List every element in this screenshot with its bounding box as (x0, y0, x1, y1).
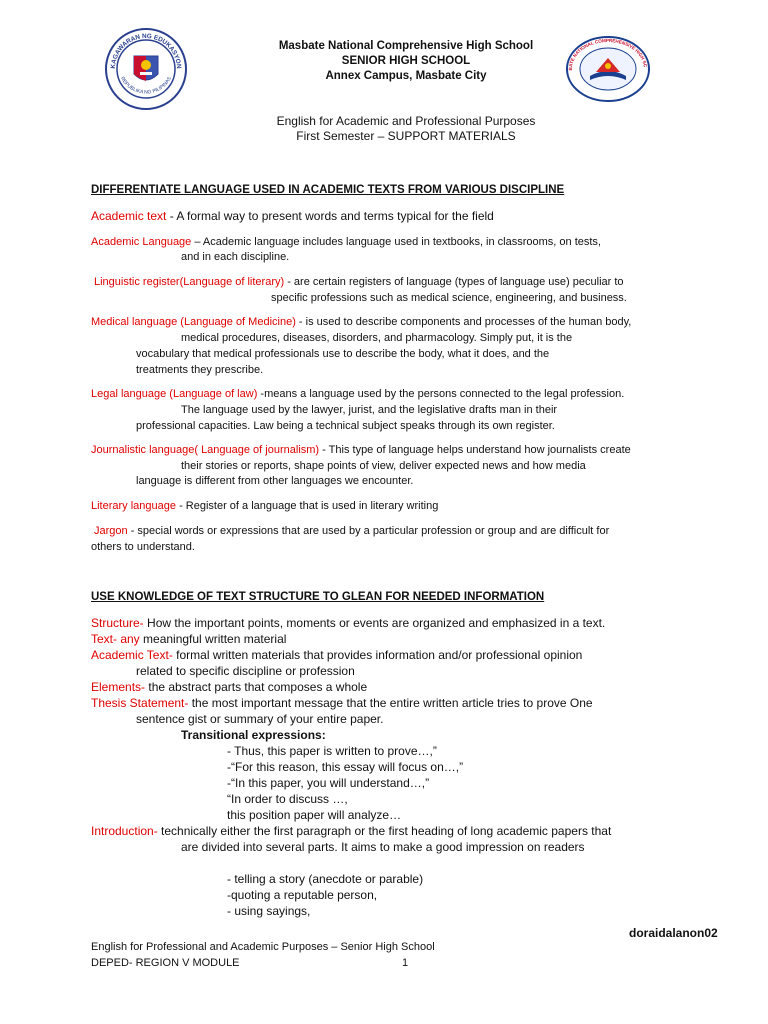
semester-label: First Semester – SUPPORT MATERIALS (296, 129, 516, 143)
term-definition: - is used to describe components and processes of the human body, (295, 316, 632, 328)
definition-line: are divided into several parts. It aims to make a good impression on readers (181, 840, 585, 854)
term-definition: - Register of a language that is used in literary writing (176, 500, 439, 512)
def-literary-language (91, 500, 438, 512)
author-tag: doraidalanon02 (629, 926, 718, 940)
term-definition: -means a language used by the persons connected to the legal profession. (257, 388, 625, 400)
term-label: Journalistic language( Language of journalism) (91, 444, 320, 456)
def-thesis (91, 696, 593, 710)
def-text (91, 632, 286, 646)
course-title: English for Academic and Professional Purposes (276, 114, 536, 128)
svg-text:MASBATE NATIONAL COMPREHENSIVE: BATE NATIONAL COMPREHENSIVE HIGH SC (567, 37, 648, 71)
school-level: SENIOR HIGH SCHOOL (341, 55, 471, 67)
transitional-item: - Thus, this paper is written to prove…,” (227, 744, 437, 758)
term-label: Academic text (91, 209, 167, 223)
term-definition: - This type of language helps understand how journalists create (319, 444, 631, 456)
definition-line: sentence gist or summary of your entire paper. (136, 712, 384, 726)
def-introduction (91, 824, 611, 838)
term-definition: the most important message that the entire written article tries to prove One (188, 696, 593, 710)
technique-item: - telling a story (anecdote or parable) (227, 872, 424, 886)
transitional-heading: Transitional expressions: (181, 728, 326, 742)
term-definition: - are certain registers of language (types of language use) peculiar to (284, 276, 624, 288)
term-label: Jargon (94, 525, 128, 537)
term-definition: - A formal way to present words and terms typical for the field (166, 209, 494, 223)
section2-heading: USE KNOWLEDGE OF TEXT STRUCTURE TO GLEAN FOR NEEDED INFORMATION (91, 591, 545, 603)
transitional-item: this position paper will analyze… (227, 808, 402, 822)
term-definition: How the important points, moments or events are organized and emphasized in a text. (143, 616, 606, 630)
school-campus: Annex Campus, Masbate City (325, 70, 487, 82)
term-definition: - special words or expressions that are used by a particular profession or group and are difficult for (127, 525, 610, 537)
technique-item: - using sayings, (227, 904, 311, 918)
term-definition: meaningful written material (139, 632, 287, 646)
term-definition: formal written materials that provides information and/or professional opinion (172, 648, 583, 662)
def-legal-language (91, 388, 624, 400)
definition-line: their stories or reports, shape points of view, deliver expected news and how media (181, 460, 586, 472)
definition-line: treatments they prescribe. (136, 364, 264, 376)
footer-module: DEPED- REGION V MODULE (91, 957, 240, 969)
definition-line: others to understand. (91, 541, 195, 553)
term-definition: – Academic language includes language used in textbooks, in classrooms, on tests, (191, 236, 601, 248)
def-linguistic-register (94, 276, 624, 288)
school-name: Masbate National Comprehensive High School (278, 40, 534, 52)
term-label: Legal language (Language of law) (91, 388, 258, 400)
term-label: Introduction- (91, 824, 158, 838)
term-label: Academic Language (91, 236, 192, 248)
term-label: Text- any (91, 632, 140, 646)
term-label: Medical language (Language of Medicine) (91, 316, 296, 328)
definition-line: professional capacities. Law being a technical subject speaks through its own register. (136, 420, 555, 432)
definition-line: related to specific discipline or profession (136, 664, 355, 678)
definition-line: The language used by the lawyer, jurist, and the legislative drafts man in their (181, 404, 558, 416)
transitional-item: -“In this paper, you will understand…,” (227, 776, 430, 790)
svg-text:KAGAWARAN NG EDUKASYON: KAGAWARAN NG EDUKASYON (109, 32, 183, 69)
term-label: Literary language (91, 500, 177, 512)
term-label: Elements- (91, 680, 146, 694)
term-label: Academic Text- (91, 648, 173, 662)
definition-line: medical procedures, diseases, disorders, and pharmacology. Simply put, it is the (181, 332, 573, 344)
definition-line: vocabulary that medical professionals use to describe the body, what it does, and the (136, 348, 550, 360)
definition-line: specific professions such as medical science, engineering, and business. (271, 292, 627, 304)
page-number: 1 (402, 957, 409, 969)
def-elements (91, 680, 367, 694)
def-journalistic-language (91, 444, 631, 456)
def-academic-text (91, 209, 494, 223)
term-label: Linguistic register(Language of literary) (94, 276, 285, 288)
def-academic-text-2 (91, 648, 582, 662)
def-structure (91, 616, 605, 630)
def-academic-language (91, 236, 601, 248)
term-definition: the abstract parts that composes a whole (145, 680, 368, 694)
def-medical-language (91, 316, 631, 328)
svg-text:REPUBLIKA NG PILIPINAS: REPUBLIKA NG PILIPINAS (119, 75, 173, 96)
transitional-item: “In order to discuss …, (227, 792, 348, 806)
term-label: Thesis Statement- (91, 696, 189, 710)
transitional-item: -“For this reason, this essay will focus on…,” (227, 760, 464, 774)
definition-line: language is different from other languages we encounter. (136, 475, 414, 487)
term-label: Structure- (91, 616, 144, 630)
footer-title: English for Professional and Academic Purposes – Senior High School (91, 941, 435, 953)
definition-line: and in each discipline. (181, 251, 290, 263)
technique-item: -quoting a reputable person, (227, 888, 378, 902)
section1-heading: DIFFERENTIATE LANGUAGE USED IN ACADEMIC TEXTS FROM VARIOUS DISCIPLINE (91, 184, 565, 196)
term-definition: technically either the first paragraph or the first heading of long academic papers that (157, 824, 612, 838)
def-jargon (94, 525, 609, 537)
